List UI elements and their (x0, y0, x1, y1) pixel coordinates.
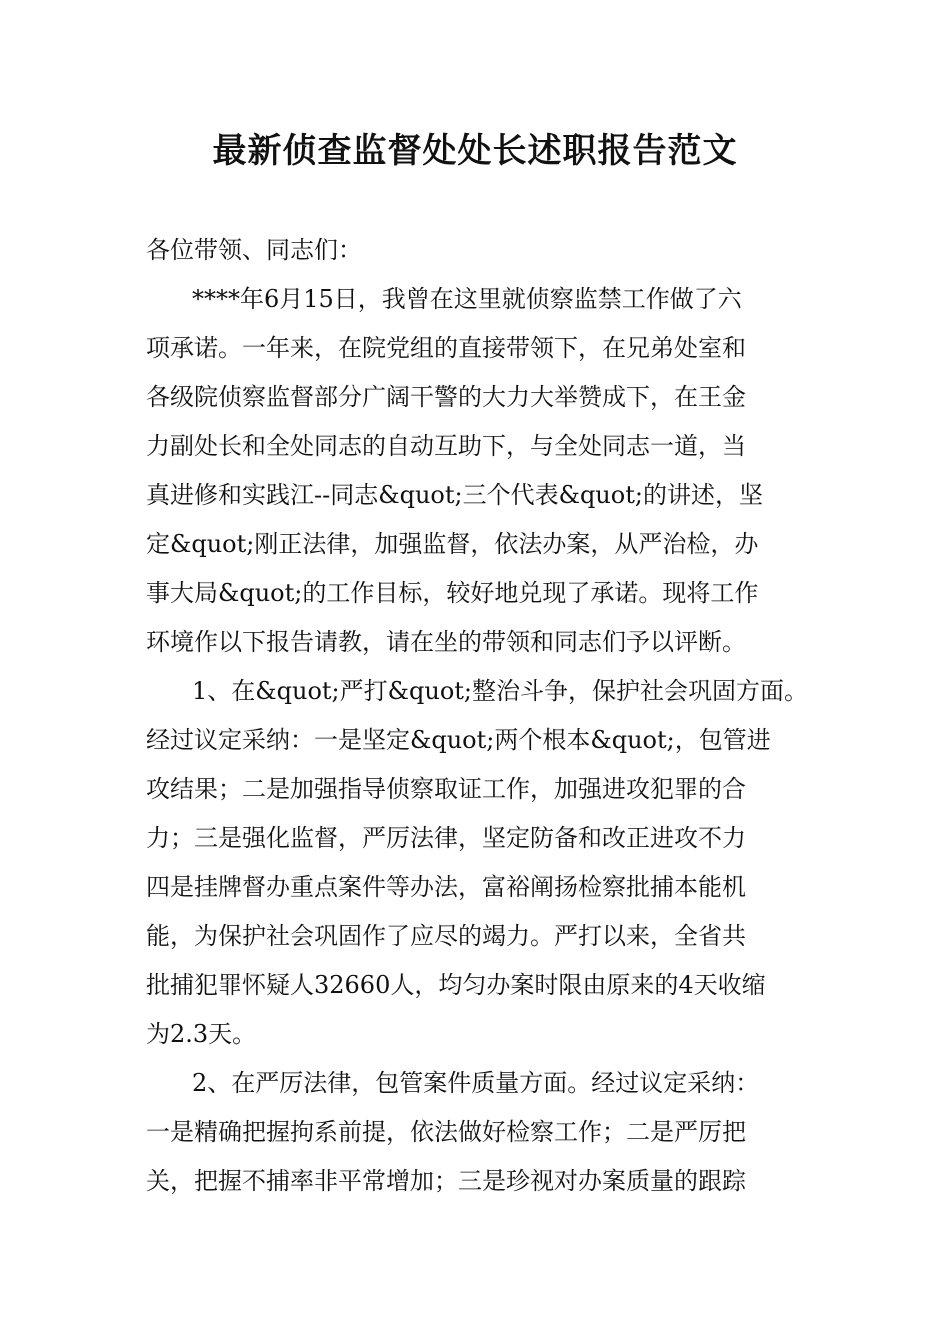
body-line: 能，为保护社会巩固作了应尽的竭力。严打以来，全省共 (146, 922, 746, 950)
document-title: 最新侦查监督处处长述职报告范文 (212, 131, 738, 171)
body-line: 力副处长和全处同志的自动互助下，与全处同志一道，当 (146, 432, 746, 460)
body-line: ****年6月15日，我曾在这里就侦察监禁工作做了六 (192, 285, 742, 313)
body-line: 环境作以下报告请教，请在坐的带领和同志们予以评断。 (146, 628, 746, 656)
body-line: 关，把握不捕率非平常增加；三是珍视对办案质量的跟踪 (146, 1167, 746, 1195)
body-line: 为2.3天。 (146, 1020, 257, 1048)
body-line: 力；三是强化监督，严厉法律，坚定防备和改正进攻不力 (146, 824, 746, 852)
body-line: 1、在&quot;严打&quot;整治斗争，保护社会巩固方面。 (192, 677, 808, 705)
body-line: 真进修和实践江--同志&quot;三个代表&quot;的讲述，坚 (146, 481, 763, 509)
document-body (146, 226, 836, 1206)
body-line: 四是挂牌督办重点案件等办法，富裕阐扬检察批捕本能机 (146, 873, 746, 901)
body-line: 项承诺。一年来，在院党组的直接带领下，在兄弟处室和 (146, 334, 746, 362)
body-line: 各级院侦察监督部分广阔干警的大力大举赞成下，在王金 (146, 383, 746, 411)
body-line: 各位带领、同志们： (146, 236, 362, 264)
body-line: 一是精确把握拘系前提，依法做好检察工作；二是严厉把 (146, 1118, 746, 1146)
body-line: 经过议定采纳：一是坚定&quot;两个根本&quot;，包管进 (146, 726, 771, 754)
body-line: 批捕犯罪怀疑人32660人，均匀办案时限由原来的4天收缩 (146, 971, 766, 999)
body-line: 2、在严厉法律，包管案件质量方面。经过议定采纳： (192, 1069, 760, 1097)
body-line: 事大局&quot;的工作目标，较好地兑现了承诺。现将工作 (146, 579, 759, 607)
body-line: 攻结果；二是加强指导侦察取证工作，加强进攻犯罪的合 (146, 775, 746, 803)
body-line: 定&quot;刚正法律，加强监督，依法办案，从严治检，办 (146, 530, 759, 558)
